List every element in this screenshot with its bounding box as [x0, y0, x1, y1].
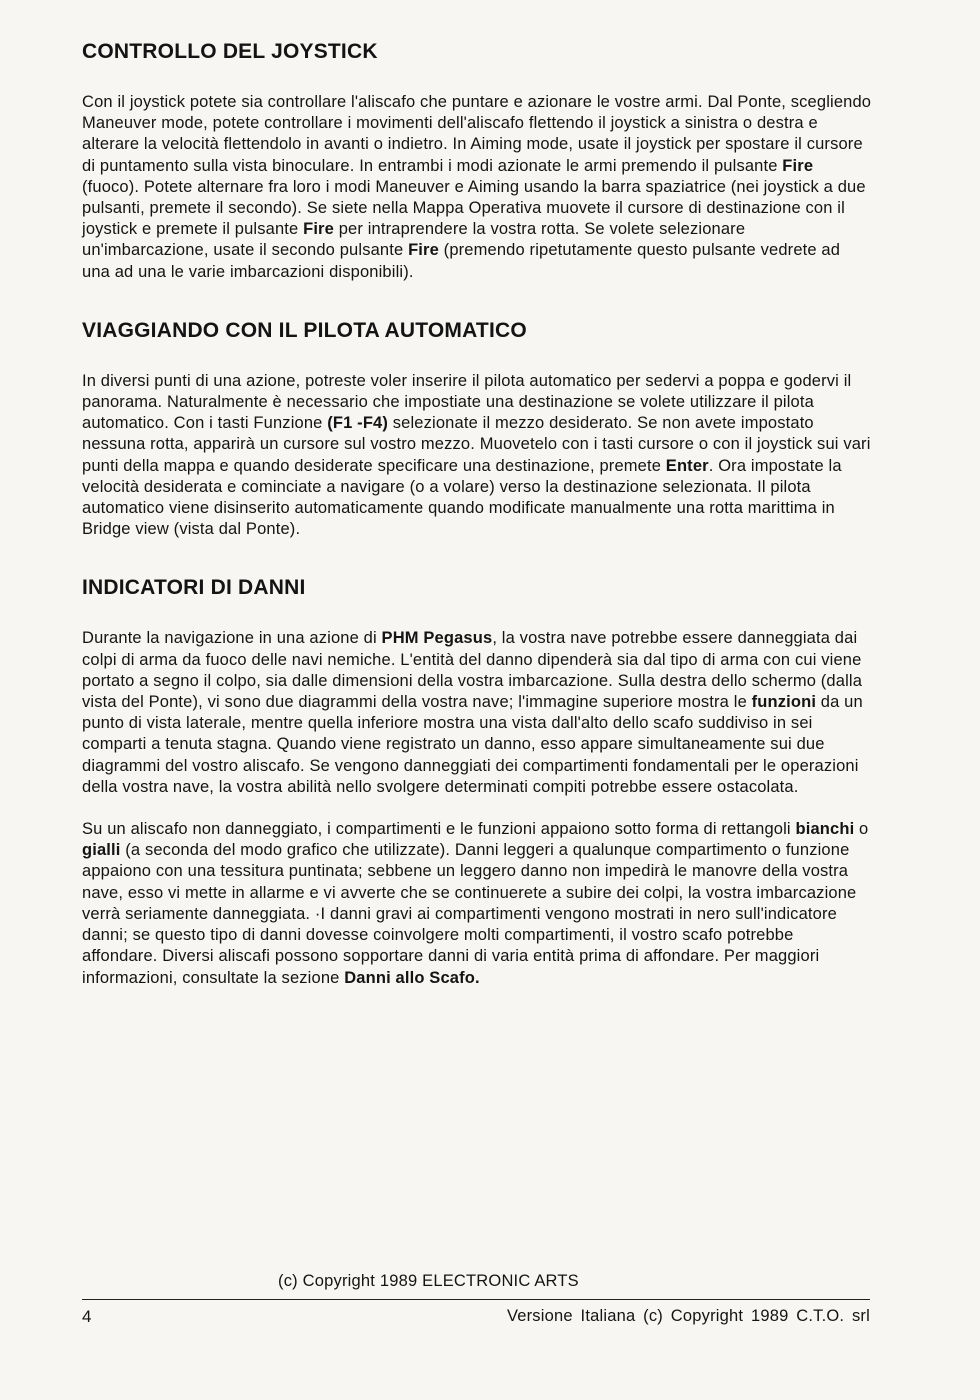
section-paragraph: [82, 371, 872, 541]
text-run: Durante la navigazione in una azione di: [82, 629, 382, 648]
bold-term: funzioni: [751, 693, 817, 712]
bold-term: Fire: [782, 156, 814, 175]
text-run: Su un aliscafo non danneggiato, i compartimenti e le funzioni appaiono sotto forma di rettangoli: [82, 820, 796, 839]
text-run: da un punto di vista laterale, mentre quella inferiore mostra una vista dall'alto dello scafo suddiviso in sei comparti a tenuta stagna. Quando viene registrato un danno, esso appare simultaneamente sui due diagrammi del vostro aliscafo. Se vengono danneggiati dei compartimenti fondamentali per le operazioni della vostra nave, la vostra abilità nello svolgere determinati compiti potrebbe essere ostacolata.: [82, 693, 863, 796]
page-number: 4: [82, 1307, 92, 1326]
bold-term: (F1 -F4): [327, 414, 389, 433]
bold-term: Fire: [303, 220, 334, 239]
section-autopilot: [82, 319, 872, 541]
text-run: (a seconda del modo grafico che utilizzate). Danni leggeri a qualunque compartimento o funzione appaiono con una tessitura puntinata; sebbene un leggero danno non impedirà le manovre della vostra nave, esso vi mette in allarme e vi avverte che se continuerete a subire dei colpi, la vostra imbarcazione verrà seriamente danneggiata. ·I danni gravi ai compartimenti vengono mostrati in nero sull'indicatore danni; se questo tipo di danni dovesse coinvolgere molti compartimenti, il vostro scafo potrebbe affondare. Diversi aliscafi possono sopportare danni di varia entità prima di affondare. Per maggiori informazioni, consultate la sezione: [82, 841, 857, 987]
text-run: selezionate il mezzo desiderato. Se non avete impostato nessuna rotta, apparirà un cursore sul vostro mezzo. Muovetelo con i tasti cursore o con il joystick sui vari punti della mappa e quando desiderate specificare una destinazione, premete: [82, 414, 871, 475]
text-run: Con il joystick potete sia controllare l'aliscafo che puntare e azionare le vostre armi. Dal Ponte, scegliendo Maneuver mode, potete controllare i movimenti dell'aliscafo flettendo il joystick a sinistra o destra e alterare la velocità flettendolo in avanti o indietro. In Aiming mode, usate il joystick per spostare il cursore di puntamento sulla vista binoculare. In entrambi i modi azionate le armi premendo il pulsante: [82, 93, 872, 175]
text-run: (fuoco). Potete alternare fra loro i modi Maneuver e Aiming usando la barra spaziatrice (nei joystick a due pulsanti, premete il secondo). Se siete nella Mappa Operativa muovete il cursore di destinazione con il joystick e premete il pulsante: [82, 177, 866, 239]
bold-term: gialli: [82, 841, 121, 860]
bold-term: Enter: [665, 456, 709, 475]
version-notice: Versione Italiana (c) Copyright 1989 C.T.O. srl: [506, 1307, 870, 1325]
text-run: In diversi punti di una azione, potreste voler inserire il pilota automatico per sedervi a poppa e godervi il panorama. Naturalmente è necessario che impostiate una destinazione se volete utilizzare il pilota automatico. Con i tasti Funzione: [82, 371, 852, 433]
section-heading: INDICATORI DI DANNI: [82, 576, 306, 600]
text-run: , la vostra nave potrebbe essere danneggiata dai colpi di arma da fuoco delle navi nemiche. L'entità del danno dipenderà sia dal tipo di arma con cui viene portato a segno il colpo, sia dalle dimensioni della vostra imbarcazione. Sulla destra dello schermo (dalla vista del Ponte), vi sono due diagrammi della vostra nave; l'immagine superiore mostra le: [82, 629, 863, 712]
section-joystick-control: [82, 40, 872, 283]
text-run: (premendo ripetutamente questo pulsante vedrete ad una ad una le varie imbarcazioni disponibili).: [82, 241, 841, 281]
section-paragraph: [82, 628, 872, 798]
bold-term: PHM Pegasus: [381, 629, 493, 648]
bold-term: Danni allo Scafo.: [344, 968, 480, 987]
section-heading: VIAGGIANDO CON IL PILOTA AUTOMATICO: [82, 318, 527, 342]
text-run: . Ora impostate la velocità desiderata e cominciate a navigare (o a volare) verso la destinazione selezionata. Il pilota automatico viene disinserito automaticamente quando modificate manualmente una rotta marittima in Bridge view (vista dal Ponte).: [82, 456, 842, 539]
bold-term: Fire: [408, 241, 439, 260]
footer-divider: [82, 1299, 870, 1300]
text-run: per intraprendere la vostra rotta. Se volete selezionare un'imbarcazione, usate il secondo pulsante: [82, 220, 746, 260]
section-damage-indicators: [82, 576, 872, 988]
section-paragraph: [82, 92, 872, 283]
copyright-notice: (c) Copyright 1989 ELECTRONIC ARTS: [278, 1272, 579, 1290]
bold-term: bianchi: [795, 820, 855, 839]
text-run: o: [854, 820, 869, 839]
document-body: [82, 40, 872, 1025]
section-heading: CONTROLLO DEL JOYSTICK: [82, 40, 378, 63]
section-paragraph: [82, 819, 872, 989]
